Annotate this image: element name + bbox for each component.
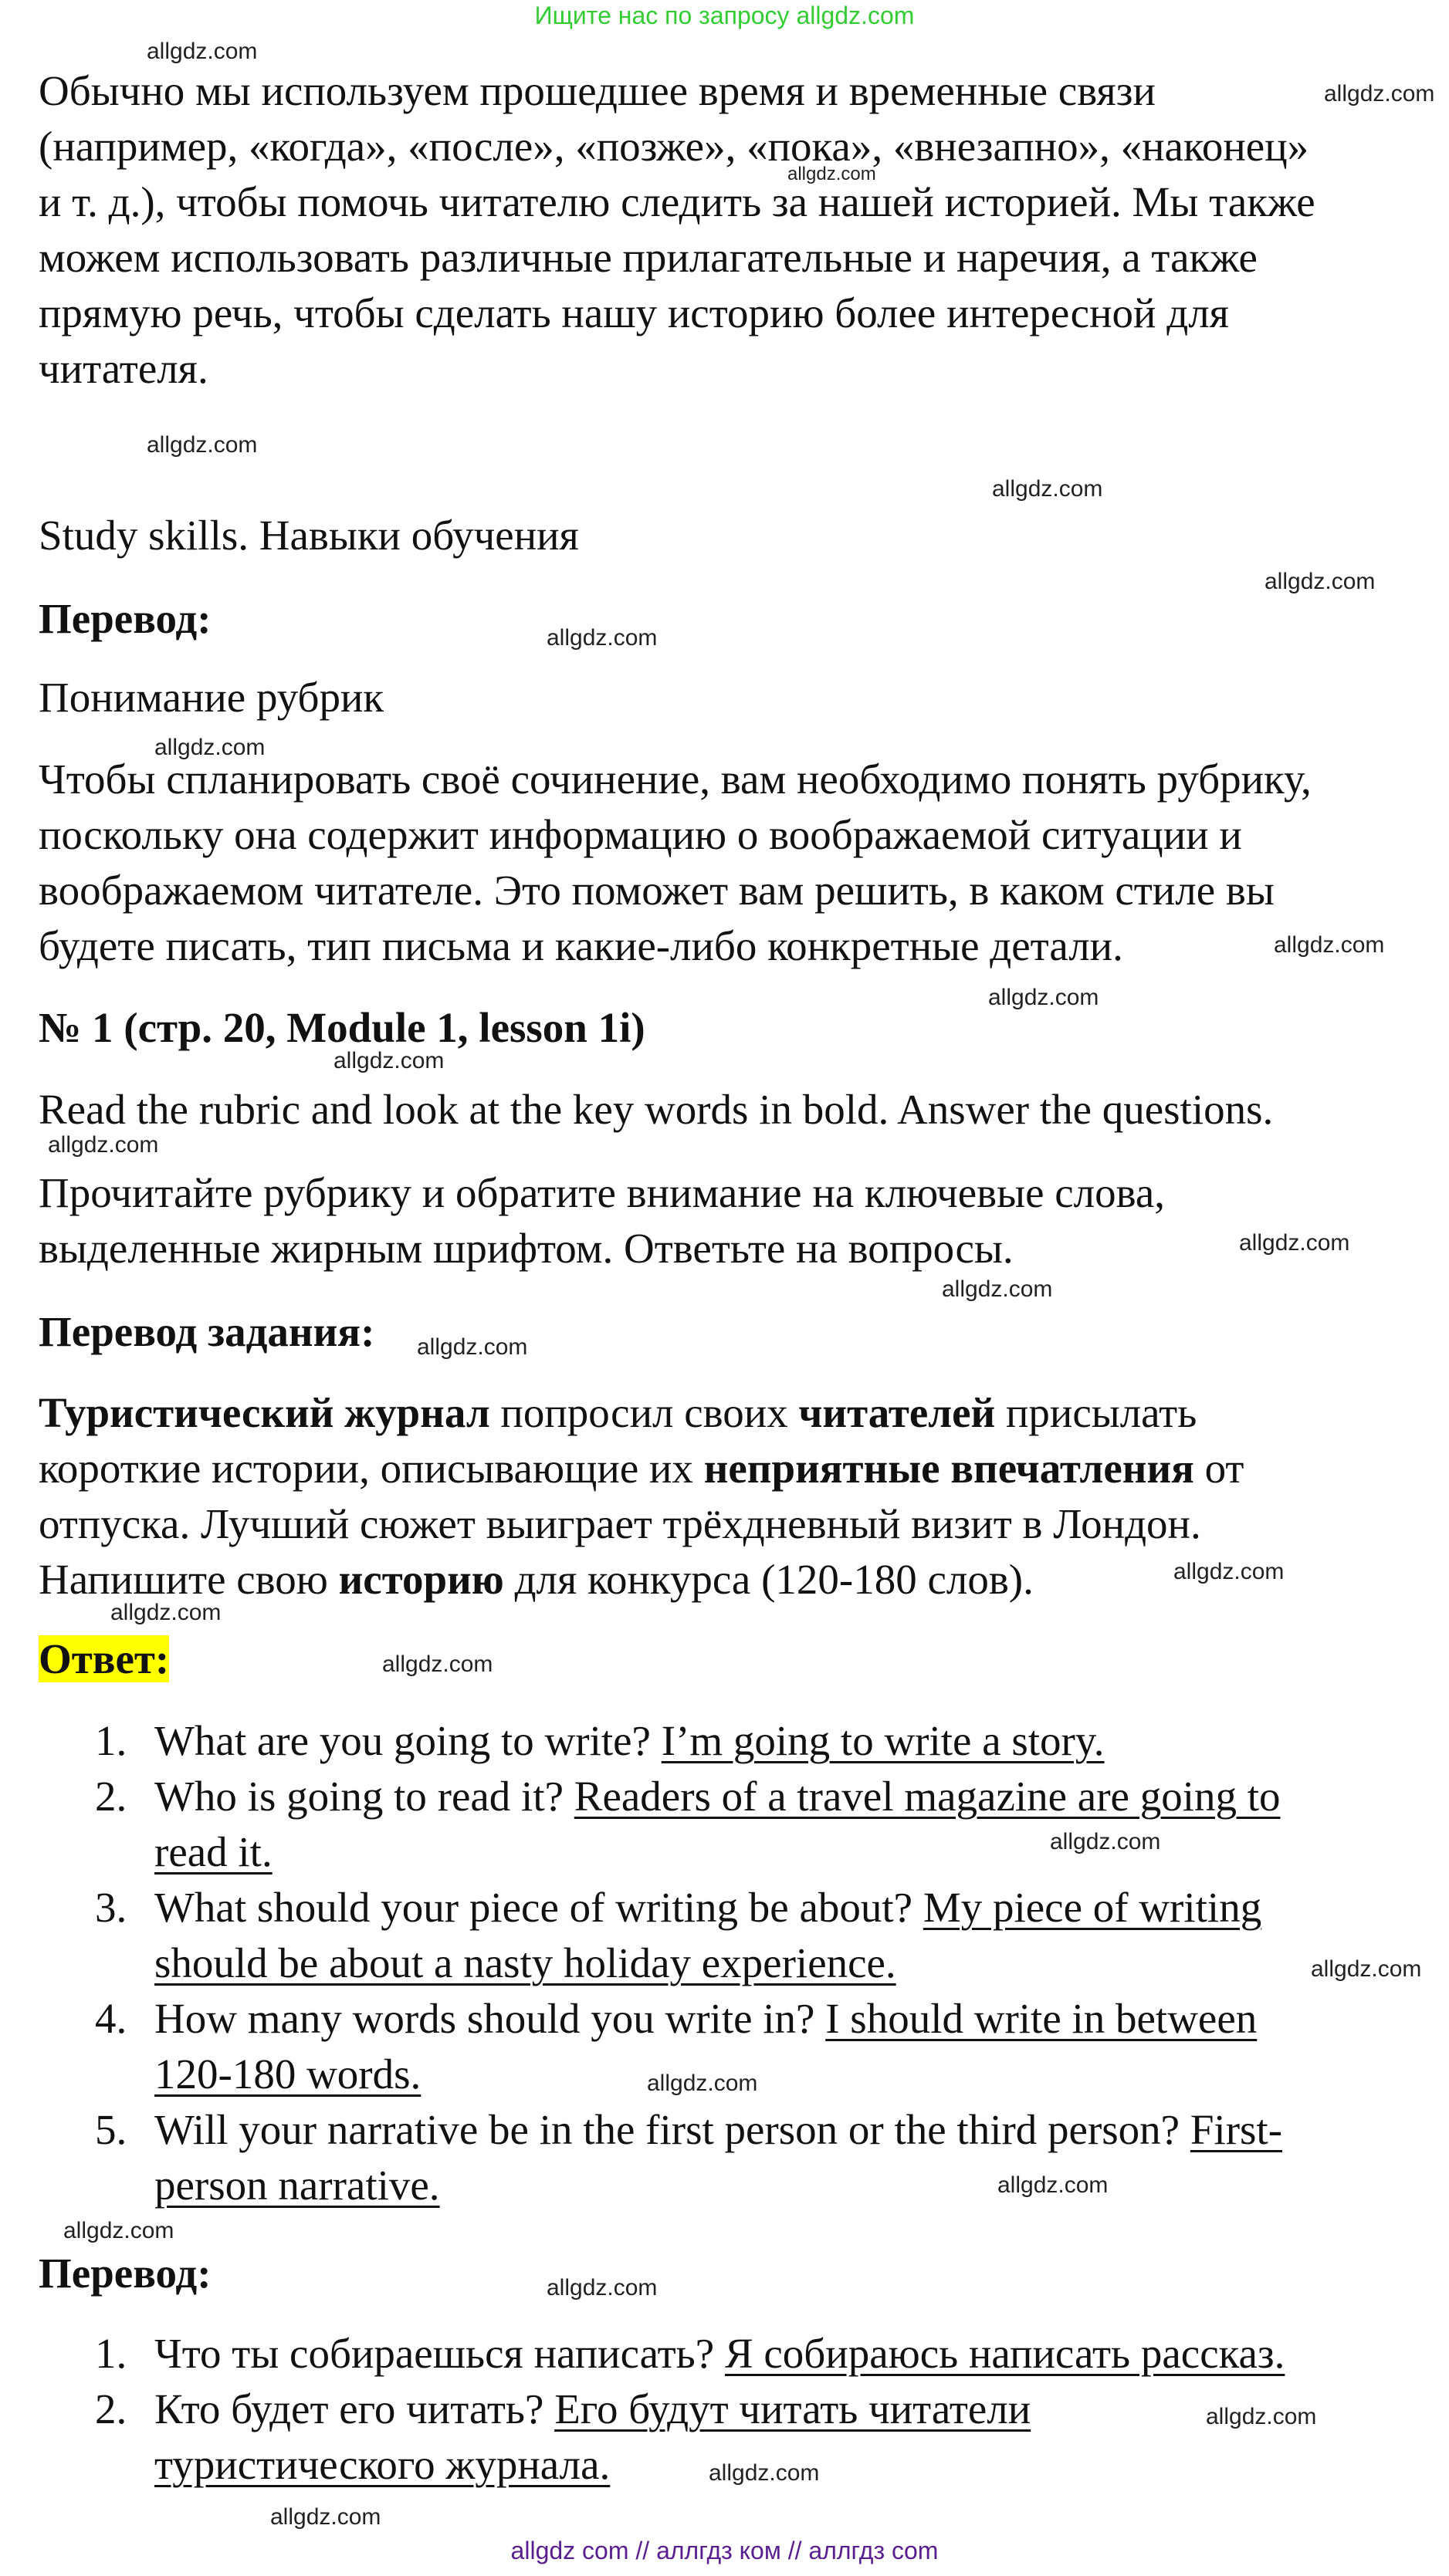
watermark: allgdz.com [1264,569,1376,594]
question-text: What should your piece of writing be about? [154,1884,923,1931]
rubric-bold: Туристический журнал [39,1389,490,1436]
answer-text: First- [1190,2106,1283,2153]
answer-text: should be about a nasty holiday experience. [154,1939,896,1986]
rubric-text: присылать [995,1389,1197,1436]
rubric-text: Напишите свою [39,1556,339,1603]
rubric-bold: историю [338,1556,504,1603]
intro-paragraph [39,63,1405,397]
instruction-ru [39,1165,1405,1276]
list-item [39,2102,1405,2213]
rubric-bold: неприятные впечатления [703,1445,1194,1492]
intro-line: и т. д.), чтобы помочь читателю следить за нашей историей. Мы также [39,178,1315,225]
list-number: 2. [95,1773,127,1820]
watermark: allgdz.com [988,985,1099,1010]
list-item [39,2326,1405,2382]
rubric-text: короткие истории, описывающие их [39,1445,704,1492]
watermark: allgdz.com [1173,1559,1285,1584]
watermark: allgdz.com [647,2071,758,2096]
answer-list [39,1713,1405,2213]
watermark: allgdz.com [270,2504,381,2530]
answer-text: I should write in between [825,1995,1258,2042]
answer-text: person narrative. [154,2162,440,2209]
watermark: allgdz.com [997,2172,1109,2198]
study-skills-line: воображаемом читателе. Это поможет вам решить, в каком стиле вы [39,867,1275,914]
answer-text: 120-180 words. [154,2050,421,2098]
rubric-text: для конкурса (120-180 слов). [503,1556,1034,1603]
question-text: Will your narrative be in the first person or the third person? [154,2106,1190,2153]
watermark: allgdz.com [992,476,1103,502]
watermark: allgdz.com [709,2460,820,2486]
answer-text: Readers of a travel magazine are going to [574,1773,1281,1820]
answer-text: I’m going to write a story. [661,1717,1105,1764]
list-number: 4. [95,1995,127,2042]
list-number: 1. [95,1717,127,1764]
question-text: What are you going to write? [154,1717,662,1764]
rubric-line [39,1385,1405,1441]
answer-label: Ответ: [39,1635,170,1682]
intro-line: можем использовать различные прилагательные и наречия, а также [39,234,1258,281]
top-banner[interactable]: Ищите нас по запросу allgdz.com [534,2,915,29]
watermark: allgdz.com [63,2218,174,2243]
study-skills-line: будете писать, тип письма и какие-либо конкретные детали. [39,922,1123,969]
watermark: allgdz.com [1206,2404,1317,2429]
study-skills-translation-label: Перевод: [39,595,212,642]
list-number: 5. [95,2106,127,2153]
watermark: allgdz.com [110,1600,222,1625]
watermark: allgdz.com [1239,1230,1350,1256]
watermark: allgdz.com [1050,1829,1161,1854]
study-skills-line: Чтобы спланировать своё сочинение, вам необходимо понять рубрику, [39,756,1312,803]
rubric-bold: читателей [798,1389,996,1436]
intro-line: читателя. [39,345,208,392]
watermark: allgdz.com [1311,1956,1422,1982]
watermark: allgdz.com [147,39,258,64]
answer-label-row [39,1631,1405,1687]
study-skills-heading: Study skills. Навыки обучения [39,512,579,559]
answer-text: Его будут читать читатели [554,2385,1031,2432]
watermark: allgdz.com [417,1334,528,1360]
list-number: 3. [95,1884,127,1931]
watermark: allgdz.com [382,1651,493,1677]
answer-text: My piece of writing [923,1884,1262,1931]
rubric-line: отпуска. Лучший сюжет выиграет трёхдневный визит в Лондон. [39,1500,1201,1547]
watermark: allgdz.com [1274,932,1385,958]
task-title: № 1 (стр. 20, Module 1, lesson 1i) [39,1004,645,1051]
list-number: 1. [95,2330,127,2377]
task-translation-label: Перевод задания: [39,1308,375,1355]
intro-line: прямую речь, чтобы сделать нашу историю более интересной для [39,289,1229,336]
list-number: 2. [95,2385,127,2432]
watermark: allgdz.com [942,1276,1053,1302]
watermark: allgdz.com [787,164,876,184]
question-text: Что ты собираешься написать? [154,2330,725,2377]
footer-links[interactable]: allgdz com // аллгдз ком // аллгдз com [510,2537,939,2564]
answer-text: Я собираюсь написать рассказ. [724,2330,1285,2377]
answer-text: туристического журнала. [154,2441,611,2488]
rubric-line [39,1441,1405,1496]
watermark: allgdz.com [48,1132,159,1158]
study-skills-line: поскольку она содержит информацию о воображаемой ситуации и [39,811,1242,858]
study-skills-paragraph [39,752,1405,974]
study-skills-subheading: Понимание рубрик [39,674,384,721]
watermark: allgdz.com [547,625,658,651]
instruction-en: Read the rubric and look at the key words in bold. Answer the questions. [39,1086,1274,1133]
question-text: Кто будет его читать? [154,2385,555,2432]
watermark: allgdz.com [154,735,266,760]
question-text: Who is going to read it? [154,1773,574,1820]
intro-line: Обычно мы используем прошедшее время и временные связи [39,67,1156,114]
translation-label: Перевод: [39,2250,212,2297]
list-item [39,1769,1405,1880]
rubric-text: попросил своих [489,1389,799,1436]
list-item [39,1713,1405,1769]
watermark: allgdz.com [147,432,258,458]
answer-text: read it. [154,1828,273,1875]
watermark: allgdz.com [1324,81,1435,106]
instruction-ru-line: выделенные жирным шрифтом. Ответьте на вопросы. [39,1225,1014,1272]
list-item [39,1880,1405,1991]
watermark: allgdz.com [333,1048,445,1073]
intro-line: (например, «когда», «после», «позже», «пока», «внезапно», «наконец» [39,123,1309,170]
question-text: How many words should you write in? [154,1995,826,2042]
instruction-ru-line: Прочитайте рубрику и обратите внимание на ключевые слова, [39,1169,1166,1216]
watermark: allgdz.com [547,2275,658,2300]
rubric-text: от [1193,1445,1244,1492]
